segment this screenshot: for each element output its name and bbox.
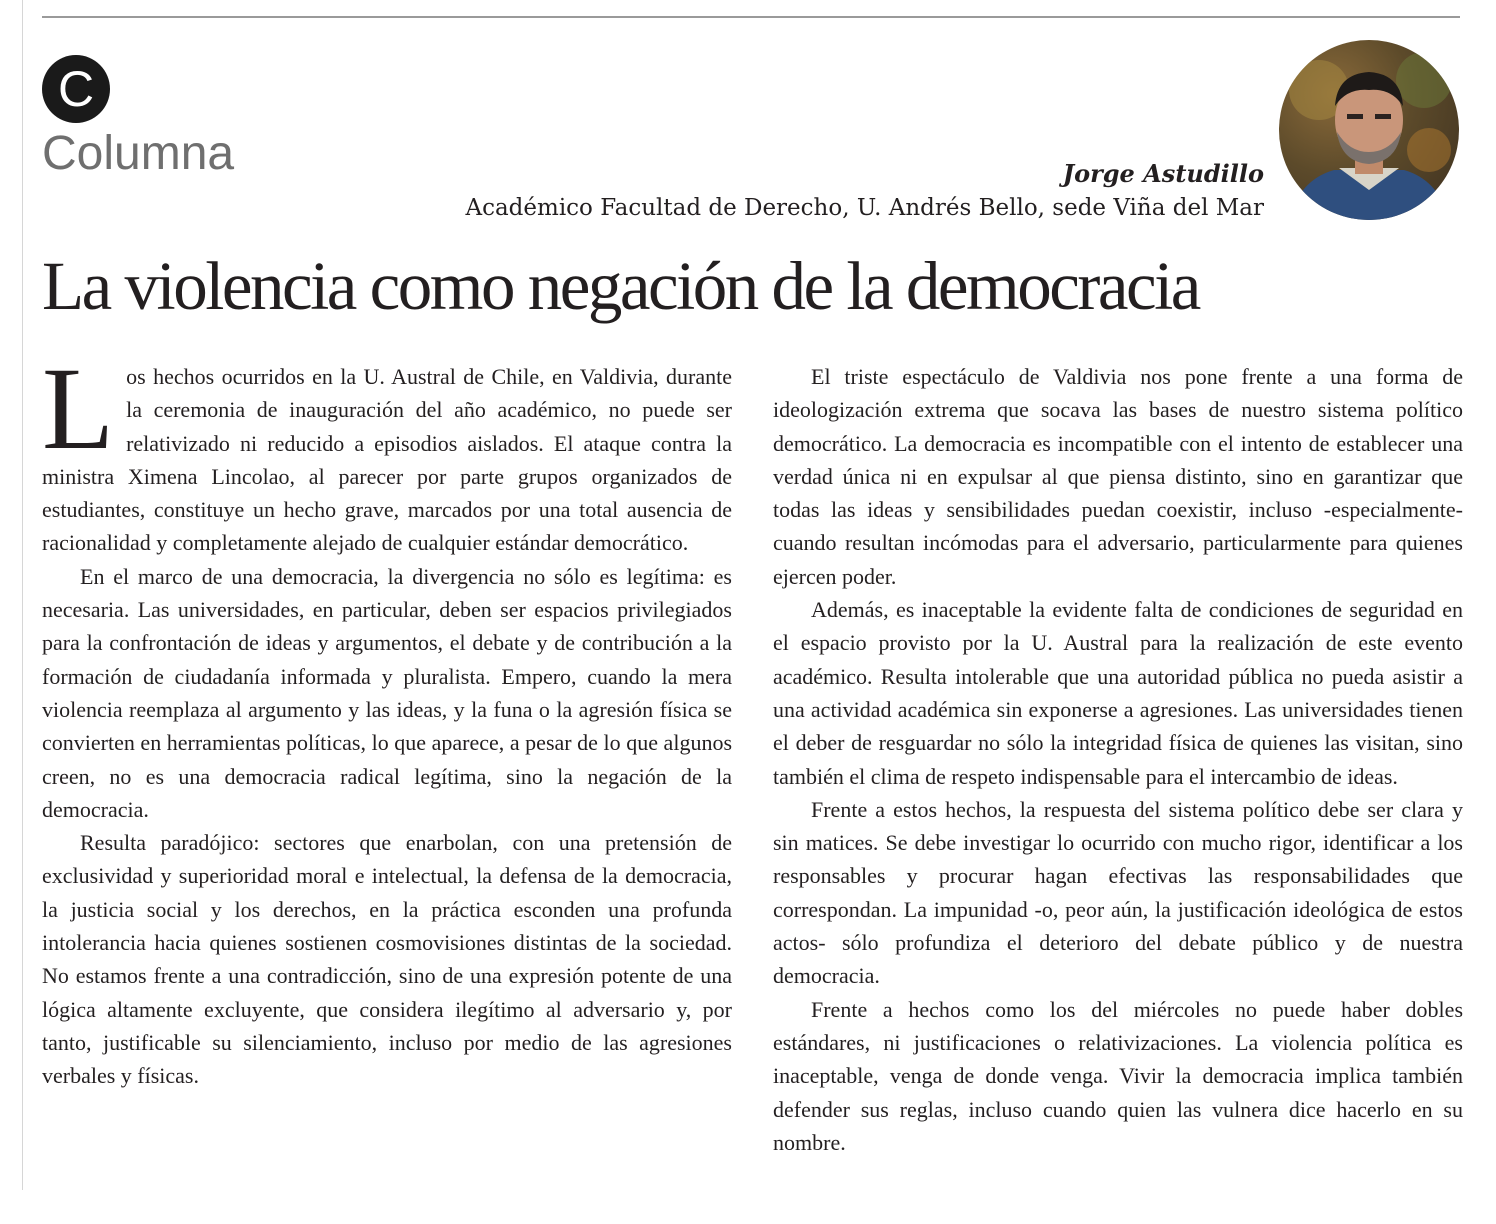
author-photo (1279, 40, 1459, 220)
article-paragraph: Resulta paradójico: sectores que enarbolan, con una pretensión de exclusividad y superioridad moral e intelectual, la defensa de la democracia, la justicia social y los derechos, en la práctica esconden una profunda intolerancia hacia quienes sostienen cosmovisiones distintas de la sociedad. No estamos frente a una contradicción, sino de una expresión potente de una lógica altamente excluyente, que considera ilegítimo al adversario y, por tanto, justificable su silenciamiento, incluso por medio de las agresiones verbales y físicas. (42, 830, 732, 1089)
article-paragraph: Frente a estos hechos, la respuesta del sistema político debe ser clara y sin matices. Se debe investigar lo ocurrido con mucho rigor, identificar a los responsables y procurar hagan efectivas las responsabilidades que correspondan. La impunidad -o, peor aún, la justificación ideológica de estos actos- sólo profundiza el deterioro del debate público y de nuestra democracia. (773, 796, 1463, 989)
author-role: Académico Facultad de Derecho, U. Andrés Bello, sede Viña del Mar (465, 195, 1264, 221)
section-badge: C (42, 55, 110, 123)
headline: La violencia como negación de la democracia (42, 248, 1199, 324)
article-paragraph (42, 360, 732, 560)
article-left-column (42, 360, 732, 1190)
article-paragraph: El triste espectáculo de Valdivia nos pone frente a una forma de ideologización extrema que socava las bases de nuestro sistema político democrático. La democracia es incompatible con el intento de establecer una verdad única ni en expulsar al que piensa distinto, sino en garantizar que todas las ideas y sensibilidades puedan coexistir, incluso -especialmente- cuando resultan incómodas para el adversario, particularmente para quienes ejercen poder. (773, 364, 1463, 589)
top-divider (42, 16, 1460, 18)
author-name: Jorge Astudillo (1062, 159, 1264, 188)
drop-cap: L (42, 360, 115, 474)
article-paragraph: Frente a hechos como los del miércoles no puede haber dobles estándares, ni justificaciones o relativizaciones. La violencia política es inaceptable, venga de donde venga. Vivir la democracia implica también defender sus reglas, incluso cuando quien las vulnera dice hacerlo en su nombre. (773, 996, 1463, 1155)
article-paragraph: En el marco de una democracia, la divergencia no sólo es legítima: es necesaria. Las universidades, en particular, deben ser espacios privilegiados para la confrontación de ideas y argumentos, el debate y de contribución a la formación de ciudadanía informada y pluralista. Empero, cuando la mera violencia reemplaza al argumento y las ideas, y la funa o la agresión física se convierten en herramientas políticas, lo que aparece, a pesar de lo que algunos creen, no es una democracia radical legítima, sino la negación de la democracia. (42, 563, 732, 822)
article-paragraph-text: os hechos ocurridos en la U. Austral de Chile, en Valdivia, durante la ceremonia de inauguración del año académico, no puede ser relativizado ni reducido a episodios aislados. El ataque contra la ministra Ximena Lincolao, al parecer por parte grupos organizados de estudiantes, constituye un hecho grave, marcados por una total ausencia de racionalidad y completamente alejado de cualquier estándar democrático. (42, 364, 732, 556)
section-label: Columna (42, 127, 235, 180)
article-right-column (773, 360, 1463, 1190)
left-margin-rule (22, 0, 23, 1190)
article-paragraph: Además, es inaceptable la evidente falta de condiciones de seguridad en el espacio provisto por la U. Austral para la realización de este evento académico. Resulta intolerable que una autoridad pública no pueda asistir a una actividad académica sin exponerse a agresiones. Las universidades tienen el deber de resguardar no sólo la integridad física de quienes las visitan, sino también el clima de respeto indispensable para el intercambio de ideas. (773, 597, 1463, 789)
